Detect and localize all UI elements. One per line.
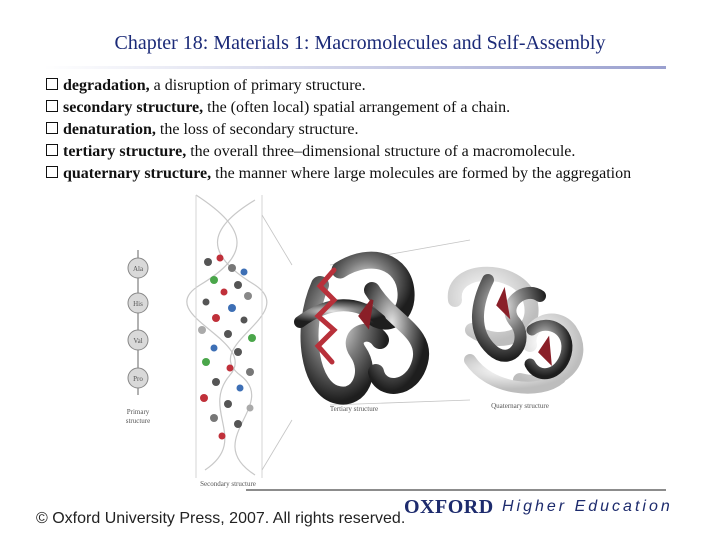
bullet-list xyxy=(46,75,720,185)
tertiary-structure-model xyxy=(300,260,421,395)
slide-title: Chapter 18: Materials 1: Macromolecules and Self-Assembly xyxy=(114,32,606,54)
residue-label: Val xyxy=(133,337,143,345)
bullet-item xyxy=(46,75,720,97)
footer-rule xyxy=(246,489,666,491)
checkbox-bullet-icon xyxy=(46,78,58,90)
primary-structure-label: Primary xyxy=(126,408,150,416)
protein-structure-figure xyxy=(0,190,720,490)
tertiary-structure-label: Tertiary structure xyxy=(329,405,379,413)
copyright-notice: © Oxford University Press, 2007. All rights reserved. xyxy=(36,510,406,527)
checkbox-bullet-icon xyxy=(46,122,58,134)
bullet-item xyxy=(46,119,720,141)
bullet-item xyxy=(46,141,720,163)
primary-structure-label: structure xyxy=(125,417,151,425)
checkbox-bullet-icon xyxy=(46,100,58,112)
checkbox-bullet-icon xyxy=(46,166,58,178)
publisher-logo: OXFORD xyxy=(404,496,494,518)
residue-label: His xyxy=(133,300,143,308)
bullet-item xyxy=(46,163,720,185)
residue-label: Ala xyxy=(132,265,144,273)
quaternary-structure-model xyxy=(455,274,577,388)
residue-label: Pro xyxy=(133,375,143,383)
publisher-imprint: Higher Education xyxy=(502,498,673,515)
primary-structure-chain xyxy=(126,250,151,425)
bullet-item xyxy=(46,97,720,119)
bullet-text: the manner where large molecules are formed by the aggregation xyxy=(211,165,632,182)
bullet-term: quaternary structure, xyxy=(63,165,212,182)
bullet-term: degradation, xyxy=(63,77,150,94)
checkbox-bullet-icon xyxy=(46,144,58,156)
bullet-text: the (often local) spatial arrangement of a chain. xyxy=(203,99,511,116)
bullet-term: tertiary structure, xyxy=(63,143,187,160)
bullet-text: a disruption of primary structure. xyxy=(149,77,366,94)
bullet-text: the loss of secondary structure. xyxy=(155,121,359,138)
bullet-term: denaturation, xyxy=(63,121,156,138)
bullet-term: secondary structure, xyxy=(63,99,204,116)
title-rule xyxy=(44,66,666,69)
quaternary-structure-label: Quaternary structure xyxy=(491,402,549,410)
secondary-structure-label: Secondary structure xyxy=(200,480,256,488)
bullet-text: the overall three–dimensional structure of a macromolecule. xyxy=(186,143,576,160)
